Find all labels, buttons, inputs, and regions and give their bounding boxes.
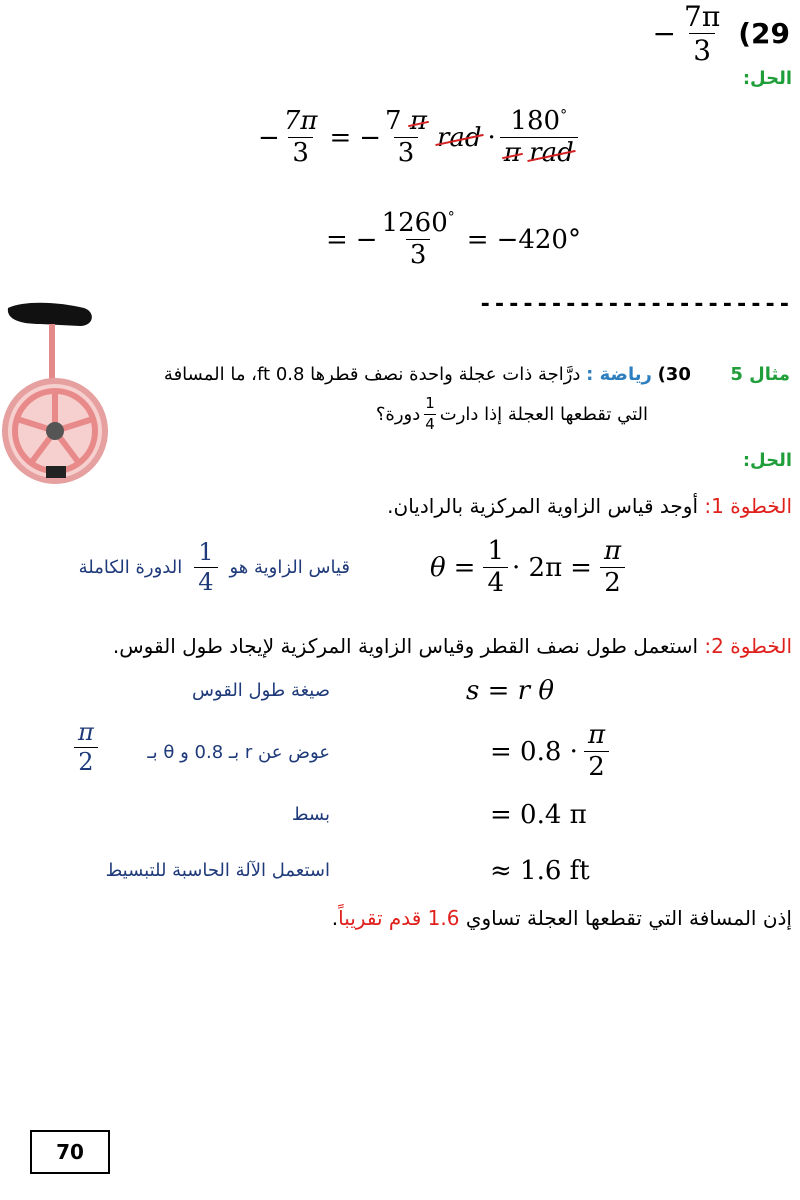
fraction-pi-2 (600, 538, 625, 598)
note-fraction-pi-2 (74, 720, 98, 775)
fraction-7pi-3 (280, 108, 322, 168)
simplify-equation: = 0.4 π (490, 800, 587, 830)
numerator (381, 108, 431, 137)
step-1-line (387, 494, 792, 518)
denominator: 3 (394, 137, 419, 167)
neg-sign: − (652, 17, 677, 51)
numerator: 7π (684, 0, 721, 33)
value: 180 (510, 106, 561, 136)
numerator: 1 (425, 394, 435, 412)
step-2-text: استعمل طول نصف القطر وقياس الزاوية المركزية لإيجاد طول القوس. (112, 634, 699, 658)
equals: = (326, 224, 348, 255)
denominator: 3 (689, 33, 715, 65)
theta: θ (430, 552, 446, 583)
denominator (500, 137, 578, 167)
denominator: 3 (406, 239, 431, 269)
result-value: −420° (496, 224, 581, 255)
conclusion-period: . (331, 906, 339, 930)
degree: ° (560, 107, 568, 124)
example-5-line-1 (164, 364, 790, 385)
numerator: 1 (487, 536, 504, 566)
prefix: = 0.8 · (490, 736, 578, 767)
dashed-divider: ---------------------- (478, 292, 792, 317)
example-text-line-1: درَّاجة ذات عجلة واحدة نصف قطرها 0.8 ft، ما المسافة (163, 364, 581, 385)
problem-29-header (653, 2, 790, 66)
dot: · (487, 122, 496, 153)
numerator (378, 210, 459, 239)
solution-label-1: الحل: (742, 68, 792, 89)
note-text-a: قياس الزاوية هو (229, 557, 350, 579)
numerator: 1 (198, 538, 214, 566)
page-number-box (30, 1130, 110, 1174)
problem-29-number: (29 (738, 17, 790, 51)
numerator: π (78, 718, 94, 746)
page-number: 70 (56, 1140, 84, 1164)
substitute-note-fraction (74, 720, 98, 775)
conclusion-text: إذن المسافة التي تقطعها العجلة تساوي (465, 906, 792, 930)
times-2pi: · 2π (512, 552, 563, 583)
numerator (506, 108, 571, 137)
denominator: 2 (584, 751, 609, 781)
example-text-line-2b: دورة؟ (375, 403, 421, 425)
equals: = (570, 552, 592, 583)
arc-formula: s = r θ (466, 676, 555, 706)
step-1-note (79, 540, 350, 595)
numerator: π (587, 720, 606, 750)
cancelled-rad: rad (529, 138, 574, 169)
denominator: 2 (600, 567, 625, 597)
denominator: 3 (288, 137, 313, 167)
note-text-b: الدورة الكاملة (78, 557, 183, 579)
solution-label-2: الحل: (742, 450, 792, 471)
conversion-line-2 (326, 210, 581, 270)
numerator: π (603, 536, 622, 566)
value: 1260 (381, 208, 448, 238)
equals: = (453, 552, 476, 583)
fraction-1260-3 (378, 210, 459, 270)
simplify-note: بسط (291, 804, 330, 825)
cancelled-pi: π (409, 106, 427, 136)
substitute-note-text: عوض عن r بـ 0.8 و θ بـ (147, 742, 330, 763)
example-topic: رياضة : (586, 364, 652, 385)
equals: = (329, 122, 352, 153)
problem-29-fraction (680, 2, 724, 66)
fraction-1-4 (483, 538, 508, 598)
substitute-equation (490, 722, 609, 782)
calculator-note: استعمل الآلة الحاسبة للتبسيط (105, 860, 330, 881)
unicycle-image (0, 296, 110, 496)
fraction-7pi-3-cancel (381, 108, 431, 168)
degree: ° (447, 209, 455, 226)
numerator: 7π (283, 106, 318, 136)
example-label: مثال 5 (730, 364, 790, 385)
fraction-pi-2 (584, 722, 609, 782)
approx-equation: ≈ 1.6 ft (490, 856, 590, 886)
digit: 7 (385, 106, 402, 136)
example-text-line-2a: التي تقطعها العجلة إذا دارت (439, 403, 648, 425)
cancelled-rad: rad (436, 122, 482, 153)
example-number: 30) (657, 364, 691, 385)
conclusion-line (332, 906, 792, 930)
step-2-line (113, 634, 792, 658)
neg-sign: − (359, 122, 382, 153)
step-1-label: الخطوة 1: (704, 494, 792, 518)
substitute-note (147, 742, 330, 763)
denominator: 4 (194, 567, 217, 595)
arc-formula-note: صيغة طول القوس (191, 680, 330, 701)
denominator: 4 (483, 567, 508, 597)
denominator: 2 (74, 747, 97, 775)
step-1-equation (430, 538, 625, 598)
cancelled-pi: π (503, 138, 521, 169)
neg-sign: − (258, 122, 280, 153)
denominator: 4 (425, 414, 435, 433)
neg-sign: − (355, 224, 378, 255)
quarter-fraction (424, 396, 436, 433)
step-1-text: أوجد قياس الزاوية المركزية بالراديان. (387, 494, 699, 518)
conclusion-highlight: 1.6 قدم تقريباً (338, 906, 460, 930)
step-2-label: الخطوة 2: (704, 634, 792, 658)
example-5-line-2 (376, 396, 648, 433)
conversion-line-1 (258, 108, 578, 168)
equals: = (466, 224, 489, 255)
fraction-180-pi-rad (500, 108, 578, 168)
note-fraction-1-4 (194, 540, 217, 595)
